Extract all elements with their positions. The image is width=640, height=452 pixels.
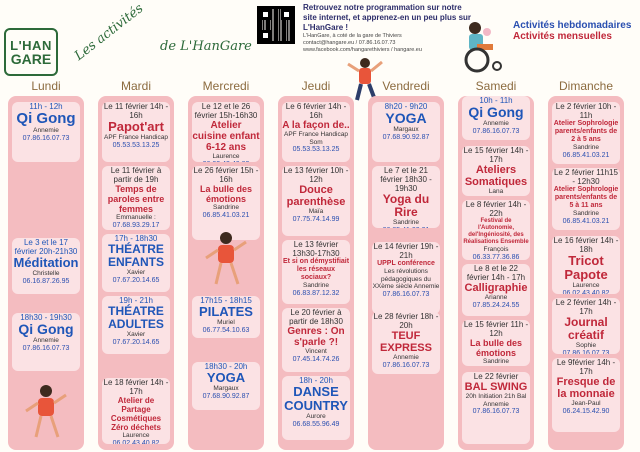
activity-card[interactable] <box>372 102 440 162</box>
activity-time: Le 12 et le 26 février 15h-16h30 <box>194 102 258 120</box>
activity-time: Le 2 février 14h - 17h <box>555 298 617 316</box>
activity-name: Papot'art <box>108 119 164 134</box>
activity-phone: 05.53.53.13.25 <box>292 146 340 153</box>
activity-phone: 07.86.16.07.73 <box>382 361 430 369</box>
activity-name: Méditation <box>13 255 79 270</box>
hangare-logo <box>4 28 58 76</box>
activity-host: Sandrine <box>572 144 600 151</box>
activity-time: 18h30 - 20h <box>204 362 248 371</box>
activity-card[interactable] <box>12 102 80 162</box>
activity-card[interactable] <box>552 236 620 294</box>
activity-time: 11h - 12h <box>29 102 63 111</box>
activity-host: Sandrine <box>572 210 600 217</box>
activity-time: Le 20 février à partir de 18h30 <box>289 308 343 326</box>
activity-name: Temps de paroles entre femmes <box>107 184 165 214</box>
activity-time: Le 26 février 15h - 16h <box>193 166 259 184</box>
activity-time: 18h - 20h <box>299 376 333 385</box>
activity-time: 17h15 - 18h15 <box>200 296 252 305</box>
activity-name: Journal créatif <box>564 315 608 342</box>
activity-name: Atelier Sophrologie parents/enfants de 2 à 5 ans <box>553 120 619 143</box>
activity-name: Ateliers Somatiques <box>464 164 528 188</box>
activity-phone: 07.45.14.74.26 <box>292 355 340 363</box>
activity-name: Fresque de la monnaie <box>556 376 616 400</box>
day-header-samedi: Samedi <box>475 79 517 93</box>
activity-host: Les révolutions pédagogiques du XXème siècle Annemie <box>372 268 440 290</box>
activity-phone: 07.68.90.92.87 <box>202 392 250 400</box>
activity-host: Xavier <box>126 269 146 276</box>
activity-phone: 06.68.55.96.49 <box>292 420 340 428</box>
activity-card[interactable] <box>552 298 620 354</box>
activity-card[interactable] <box>102 102 170 162</box>
activity-name: BAL SWING <box>464 381 528 393</box>
activity-time: Le 8 et le 22 février 14h - 17h <box>466 264 526 282</box>
activity-name: Qi Gong <box>468 104 524 120</box>
activity-card[interactable] <box>552 358 620 432</box>
activity-host: Laurence <box>122 432 150 439</box>
activity-card[interactable] <box>462 96 530 140</box>
activity-host: Annemie <box>33 127 59 134</box>
activity-phone: 07.86.16.07.73 <box>22 344 70 352</box>
activity-phone: 06.85.41.03.21 <box>202 211 250 219</box>
activity-name: THÉATRE ENFANTS <box>107 242 164 269</box>
activity-host: François <box>483 246 509 253</box>
info-contact: contact@hangare.eu / 07.86.16.07.73 <box>303 40 396 46</box>
activity-host: Margaux <box>393 126 419 133</box>
legend <box>513 20 631 42</box>
activity-host: Lana <box>488 188 504 195</box>
poster-title <box>72 1 252 78</box>
day-column-lundi <box>8 96 84 450</box>
activity-card[interactable] <box>282 166 350 236</box>
activity-name: Qi Gong <box>16 110 76 127</box>
activity-card[interactable] <box>462 320 530 366</box>
activity-host: Maïa <box>308 208 324 215</box>
activity-phone <box>462 366 530 367</box>
day-header-mercredi: Mercredi <box>202 79 250 93</box>
activity-time: Le 16 février 14h - 18h <box>553 236 619 254</box>
activity-card[interactable] <box>102 234 170 292</box>
activity-host: Christelle <box>32 270 60 277</box>
activity-time: Le 7 et le 21 février 18h30 - 19h30 <box>380 166 432 193</box>
activity-card[interactable] <box>12 313 80 371</box>
info-address: L'HanGare, à coté de la gare de Thiviers <box>303 33 402 39</box>
info-links[interactable]: www.facebook.com/hangarethiviers / hangare.eu <box>303 47 422 53</box>
activity-card[interactable] <box>372 166 440 228</box>
activity-name: Calligraphie <box>464 282 528 294</box>
activity-time: 18h30 - 19h30 <box>20 313 72 322</box>
activity-phone: 05.53.53.13.25 <box>112 141 160 149</box>
activity-name: La bulle des émotions <box>469 338 522 358</box>
activity-time: Le 6 février 14h - 16h <box>285 102 347 120</box>
activity-host: Sandrine <box>212 204 240 211</box>
activity-phone: 07.67.20.14.65 <box>112 338 160 346</box>
day-column-vendredi <box>368 96 444 450</box>
activity-name: Atelier Sophrologie parents/enfants de 5 à 11 ans <box>553 186 619 209</box>
activity-phone: 07.86.16.07.73 <box>472 127 520 135</box>
activity-host: Sandrine <box>482 358 510 365</box>
activity-card[interactable] <box>462 200 530 260</box>
activity-host: APF France Handicap <box>104 134 168 141</box>
activity-time: Le 13 février 13h30-17h30 <box>292 240 340 258</box>
activity-name: Et si on démystifiait les réseaux sociaux? <box>282 258 350 281</box>
activity-time: 8h20 - 9h20 <box>384 102 428 111</box>
activity-card[interactable] <box>552 102 620 164</box>
activity-name: TEUF EXPRESS <box>380 330 432 354</box>
legend-weekly: Activités hebdomadaires <box>513 20 632 31</box>
activity-host: Annemie <box>393 354 419 361</box>
activity-illustration <box>18 376 74 446</box>
activity-host: Sandrine <box>302 282 330 289</box>
activity-name: Festival de l'Autonomie, del'Ingéniosité, des Réalisations Ensemble <box>463 218 529 245</box>
activity-card[interactable] <box>462 146 530 196</box>
logo-line1: L'HAN <box>10 37 52 53</box>
activity-time: Le 3 et le 17 février 20h-21h30 <box>14 238 78 256</box>
activity-phone: 07.85.24.24.55 <box>472 301 520 309</box>
activity-card[interactable] <box>102 296 170 354</box>
info-block <box>303 3 473 54</box>
activity-phone: 07.68.90.92.87 <box>382 133 430 141</box>
legend-monthly: Activités mensuelles <box>513 31 612 42</box>
activity-time: Le 13 février 10h - 12h <box>283 166 349 184</box>
activity-illustration <box>198 226 254 290</box>
activity-host: Annemie <box>483 120 509 127</box>
day-column-jeudi <box>278 96 354 450</box>
activity-phone: 06.24.15.42.90 <box>562 407 610 415</box>
activity-time: Le 8 février 14h - 22h <box>465 200 527 218</box>
activity-time: Le 2 février 11h15 - 12h30 <box>554 168 618 186</box>
day-column-samedi <box>458 96 534 450</box>
activity-host: Jean-Paul <box>571 400 601 407</box>
day-column-mardi <box>98 96 174 450</box>
activity-time: Le 28 février 18h - 20h <box>373 312 439 330</box>
activity-name: Atelier cuisine enfant 6-12 ans <box>192 120 260 153</box>
activity-phone: 06.85.41.03.21 <box>562 151 610 159</box>
activity-time: Le 18 février 14h - 17h <box>103 378 169 396</box>
activity-time: Le 15 février 11h - 12h <box>463 320 529 338</box>
activity-host: Emmanuelle : <box>116 214 156 221</box>
day-header-mardi: Mardi <box>120 79 151 93</box>
activity-phone: 07.86.16.07.73 <box>472 408 520 415</box>
activity-phone: 06.02.43.40.82 <box>562 289 610 294</box>
logo-line2: GARE <box>10 50 52 67</box>
activity-name: UPPL conférence <box>377 260 435 267</box>
day-header-jeudi: Jeudi <box>301 79 331 93</box>
activity-phone: 06.77.54.10.63 <box>202 326 250 334</box>
activity-time: Le 2 février 10h - 11h <box>555 102 617 120</box>
activity-card[interactable] <box>192 102 260 162</box>
activity-time: Le 11 février à partir de 19h <box>110 166 162 184</box>
activity-phone: 07.86.16.07.73 <box>22 134 70 142</box>
activity-name: YOGA <box>206 370 246 385</box>
activity-phone: 07.68.93.29.17 <box>112 221 160 229</box>
activity-phone: 07.86.16.07.73 <box>382 290 430 298</box>
activity-card[interactable] <box>102 378 170 444</box>
activity-name: Douce parenthèse <box>286 184 346 208</box>
day-header-vendredi: Vendredi <box>382 79 430 93</box>
activity-phone: 07.86.16.07.73 <box>562 349 610 354</box>
day-header-lundi: Lundi <box>31 79 61 93</box>
activity-host: Arianne <box>484 294 508 301</box>
activity-time: Le 9février 14h - 17h <box>556 358 616 376</box>
title-part-b: de L'HanGare <box>160 39 252 54</box>
activity-time: Le 14 février 19h - 21h <box>373 242 439 260</box>
activity-host: Laurence <box>212 153 240 160</box>
activity-phone: 07.75.74.14.99 <box>292 215 340 223</box>
activity-card[interactable] <box>462 372 530 444</box>
info-headline: Retrouvez notre programmation sur notre site internet, et apprenez-en un peu plus sur L'HanGare ! <box>303 3 472 32</box>
activity-host: Xavier <box>126 331 146 338</box>
day-column-dimanche <box>548 96 624 450</box>
activity-phone: 06.16.87.26.95 <box>22 277 70 285</box>
activity-name: Qi Gong <box>18 321 74 337</box>
activity-card[interactable] <box>12 238 80 294</box>
activity-time: 17h - 18h30 <box>114 234 158 243</box>
activity-name: DANSE COUNTRY <box>284 384 348 413</box>
activity-time: 19h - 21h <box>119 296 153 305</box>
activity-phone: 06.02.43.40.82 <box>112 439 160 444</box>
activity-name: THÉATRE ADULTES <box>108 304 164 331</box>
title-part-a: Les activités <box>72 1 147 64</box>
activity-time: Le 22 février <box>473 372 519 381</box>
day-header-dimanche: Dimanche <box>558 79 614 93</box>
activity-time: Le 15 février 14h - 17h <box>463 146 529 164</box>
activity-host: Sophie <box>575 342 597 349</box>
activity-phone: 06.83.87.12.32 <box>292 289 340 297</box>
activity-phone <box>462 196 530 197</box>
activity-card[interactable] <box>372 242 440 314</box>
activity-card[interactable] <box>462 264 530 316</box>
wheelchair-illustration <box>457 18 509 74</box>
activity-card[interactable] <box>552 168 620 230</box>
activity-name: Tricot Papote <box>564 253 608 282</box>
activity-card[interactable] <box>192 362 260 410</box>
activity-name: A la façon de.. <box>282 120 350 131</box>
activity-host: Margaux <box>213 385 239 392</box>
activity-host: Sandrine <box>392 219 420 226</box>
activity-name: YOGA <box>385 110 427 126</box>
activity-phone <box>372 227 440 229</box>
activity-host: Muriel <box>217 319 235 326</box>
activity-host: Vincent <box>305 348 327 355</box>
activity-phone: 06.33.77.36.86 <box>472 253 520 260</box>
activity-time: Le 11 février 14h - 16h <box>103 102 169 120</box>
activity-phone: 07.67.20.14.65 <box>112 276 160 284</box>
activity-name: PILATES <box>199 304 253 319</box>
activity-host: Laurence <box>572 282 600 289</box>
activity-host: 20h Initiation 21h Bal Annemie <box>465 393 527 408</box>
activity-phone <box>192 161 260 163</box>
activity-name: Genres : On s'parle ?! <box>287 326 345 348</box>
activity-phone: 06.85.41.03.21 <box>562 217 610 225</box>
activity-card[interactable] <box>282 308 350 372</box>
activity-host: Aurore <box>306 413 326 420</box>
activity-host: Annemie <box>33 337 59 344</box>
activity-name: La bulle des émotions <box>199 184 252 204</box>
activity-name: Yoga du Rire <box>382 192 430 219</box>
qr-code[interactable] <box>257 6 295 44</box>
activity-time: 10h - 11h <box>479 96 513 105</box>
activity-card[interactable] <box>192 296 260 338</box>
activity-host: APF France Handicap Som <box>284 131 348 146</box>
activity-card[interactable] <box>282 102 350 162</box>
activity-card[interactable] <box>282 376 350 440</box>
activity-card[interactable] <box>372 312 440 374</box>
activity-card[interactable] <box>102 166 170 230</box>
activity-name: Atelier de Partage Cosmétiques Zéro déchets <box>110 396 162 432</box>
activity-card[interactable] <box>282 240 350 304</box>
day-column-mercredi <box>188 96 264 450</box>
